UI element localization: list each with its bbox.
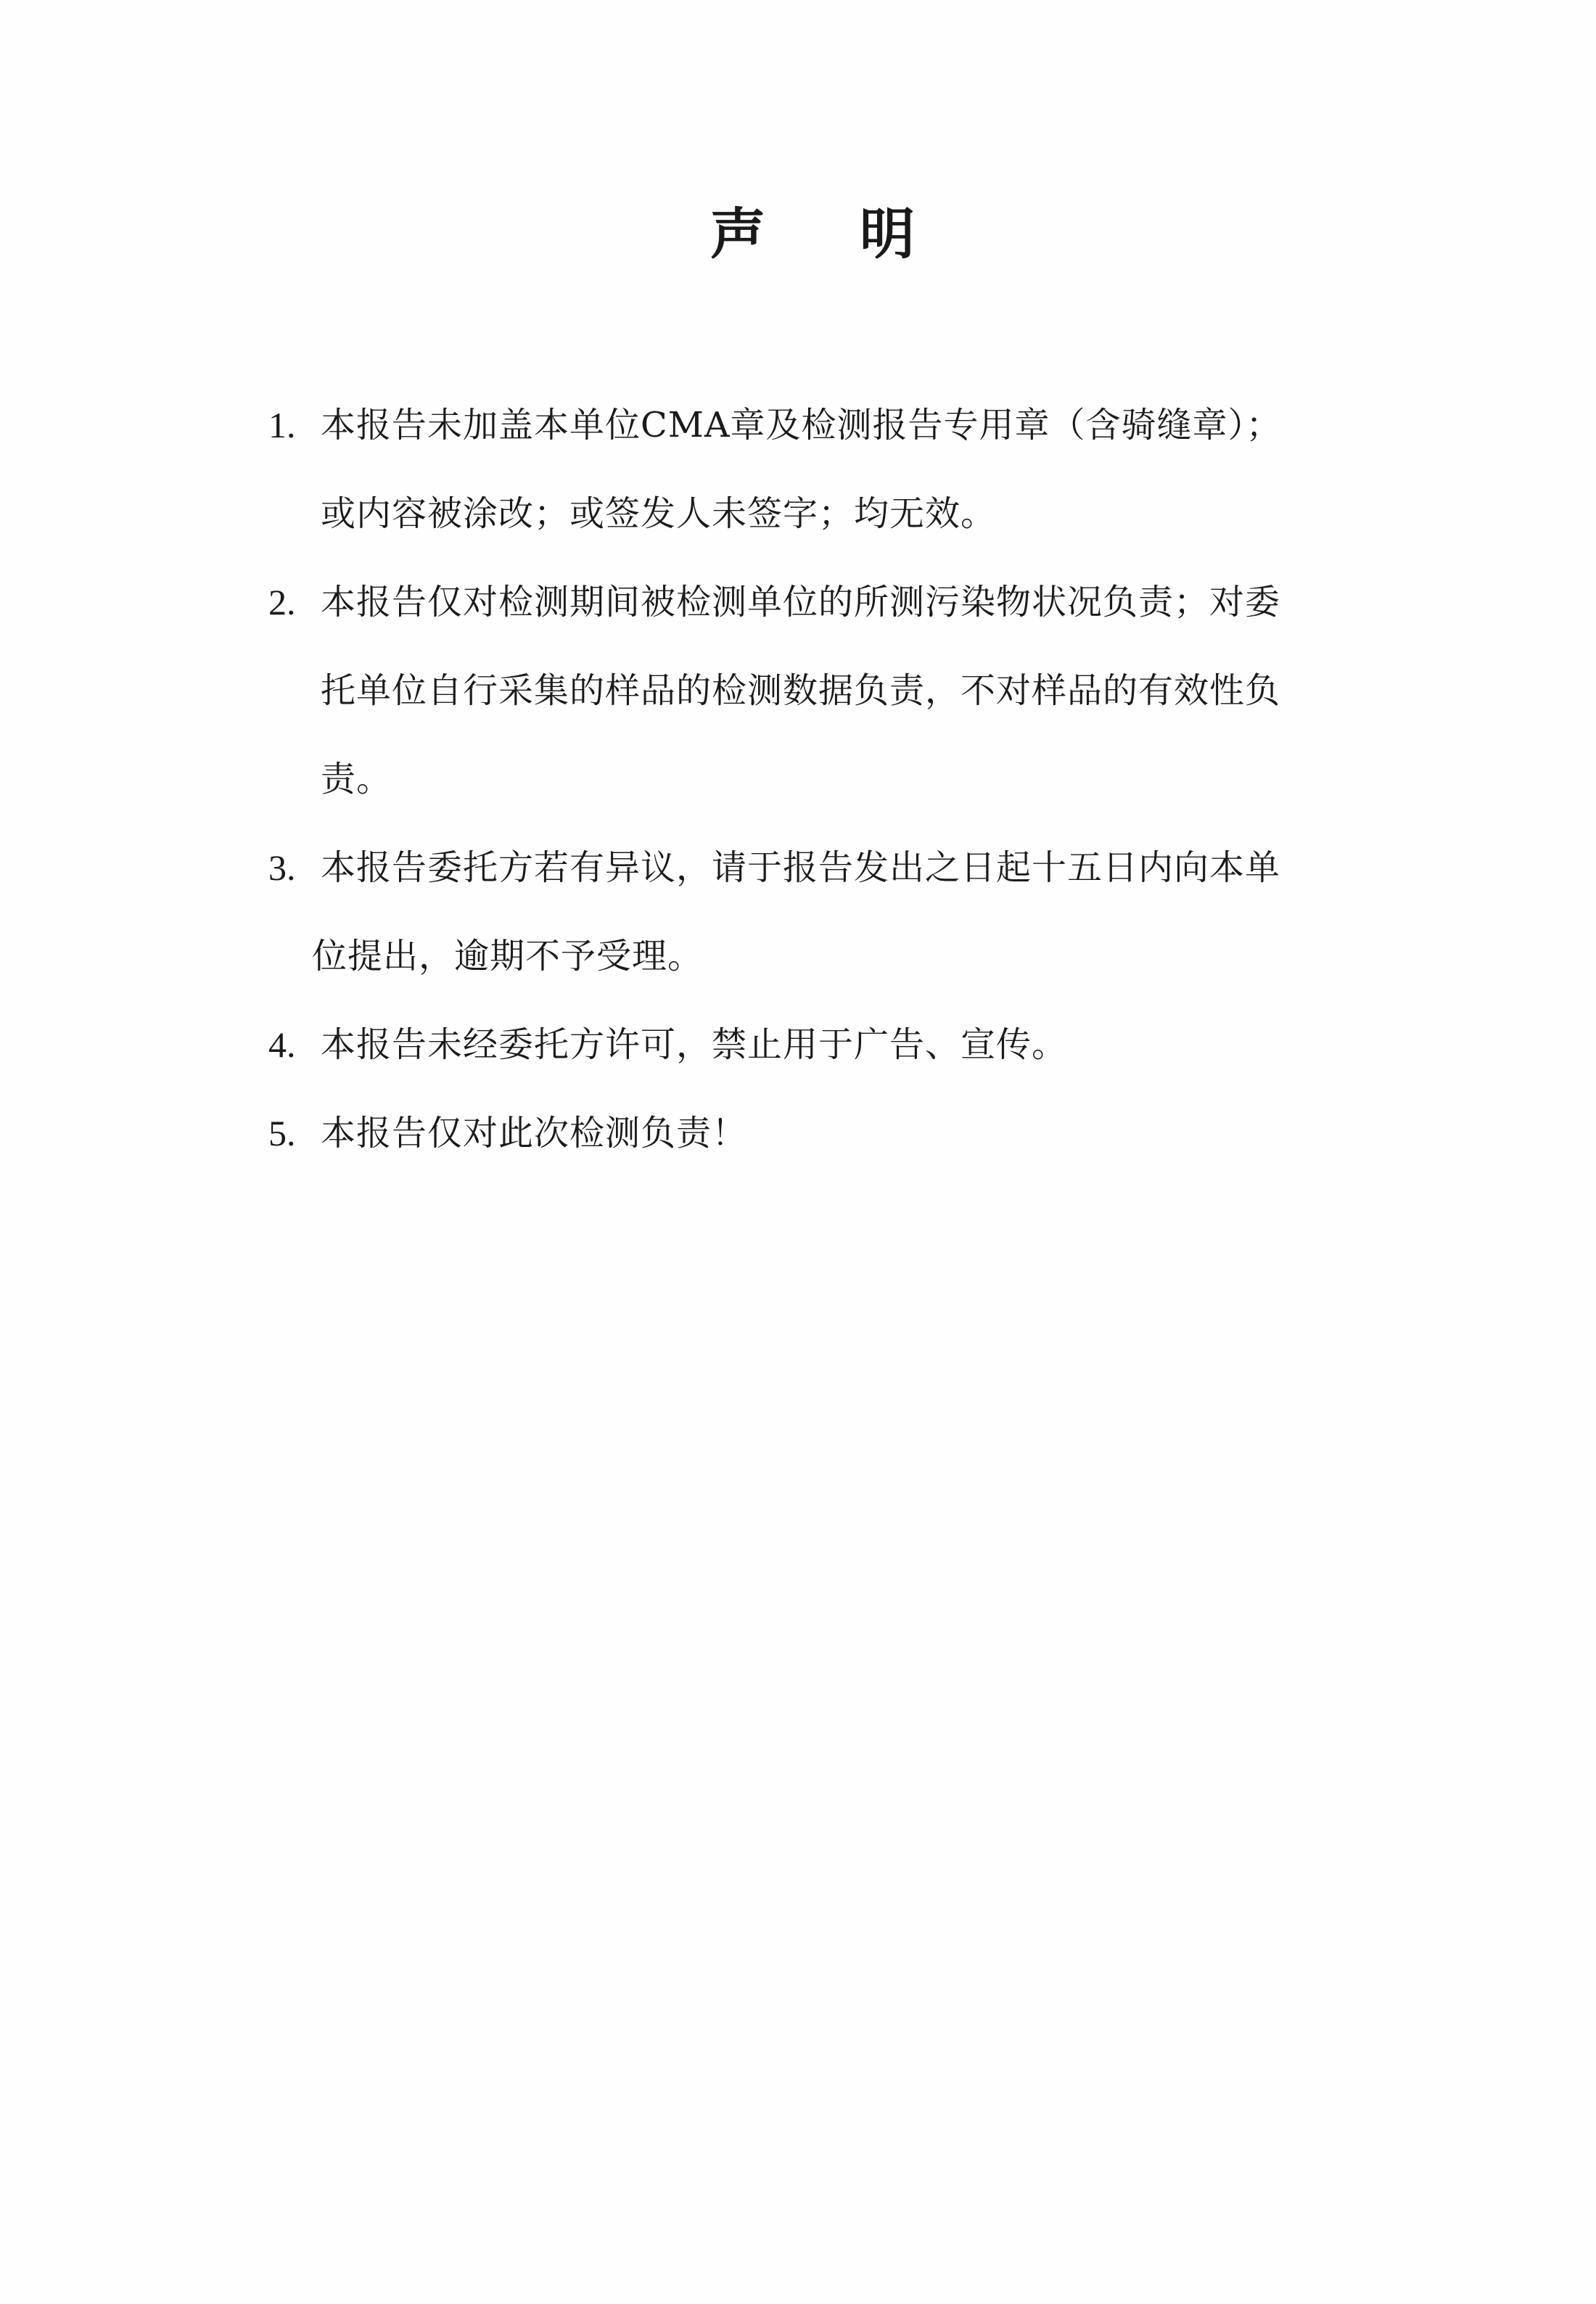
item-text-line: 位提出，逾期不予受理。 xyxy=(312,936,704,976)
title-char-2: 明 xyxy=(860,202,915,266)
item-number: 1. xyxy=(268,405,296,445)
item-text-line: 托单位自行采集的样品的检测数据负责，不对样品的有效性负 xyxy=(321,670,1281,711)
page-title xyxy=(0,202,1596,266)
item-number: 2. xyxy=(268,582,296,622)
statement-item-4 xyxy=(268,1000,1400,1089)
item-text-line: 本报告仅对此次检测负责！ xyxy=(321,1113,748,1153)
item-number: 3. xyxy=(268,847,296,888)
item-number: 5. xyxy=(268,1113,296,1153)
statement-item-2 xyxy=(268,558,1400,823)
item-text-line: 本报告未经委托方许可，禁止用于广告、宣传。 xyxy=(321,1024,1068,1065)
item-text-line: 或内容被涂改；或签发人未签字；均无效。 xyxy=(321,493,997,534)
item-text-line: 责。 xyxy=(321,759,392,799)
statement-item-5 xyxy=(268,1089,1400,1177)
item-number: 4. xyxy=(268,1024,296,1065)
title-char-1: 声 xyxy=(710,202,765,266)
statement-list xyxy=(268,381,1400,1177)
statement-item-1 xyxy=(268,381,1400,558)
item-text-line: 本报告仅对检测期间被检测单位的所测污染物状况负责；对委 xyxy=(321,582,1281,622)
item-text-line: 本报告委托方若有异议，请于报告发出之日起十五日内向本单 xyxy=(321,847,1281,888)
item-text-line: 本报告未加盖本单位CMA章及检测报告专用章（含骑缝章）； xyxy=(321,405,1282,445)
statement-item-3 xyxy=(268,823,1400,1000)
